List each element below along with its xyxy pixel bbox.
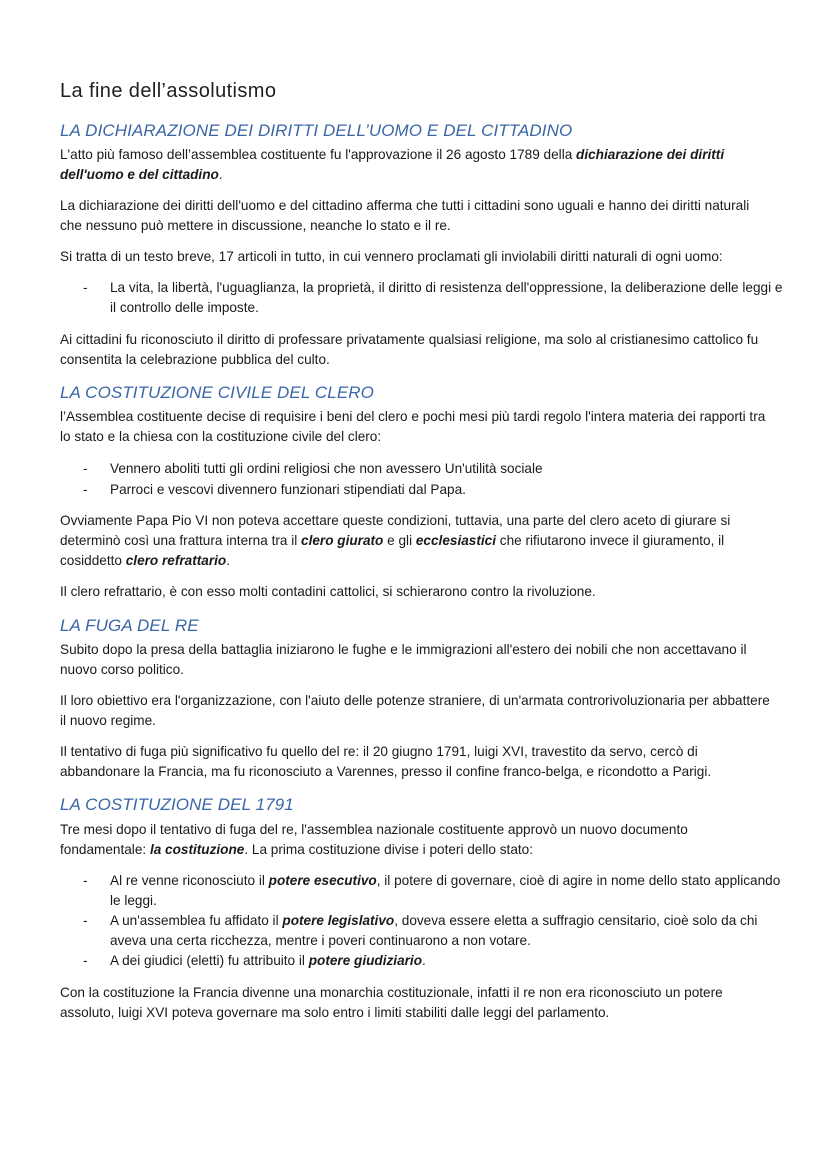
paragraph: Il clero refrattario, è con esso molti contadini cattolici, si schierarono contro la rivoluzione. <box>60 584 596 599</box>
bold-italic-term: la costituzione <box>149 842 245 857</box>
paragraph: Tre mesi dopo il tentativo di fuga del re, l'assemblea nazionale costituente approvò un nuovo documento fondamentale: la costituzione. La prima costituzione divise i poteri dello stato: <box>60 822 688 857</box>
section-heading-costituzione-1791: LA COSTITUZIONE DEL 1791 <box>60 795 294 814</box>
paragraph: l’Assemblea costituente decise di requisire i beni del clero e pochi mesi più tardi regolo l'intera materia dei rapporti tra lo stato e la chiesa con la costituzione civile del clero: <box>60 409 766 444</box>
bold-italic-term: potere giudiziario <box>308 953 423 968</box>
bullet-dash: - <box>83 482 88 497</box>
bullet-dash: - <box>83 873 88 888</box>
section-heading-costituzione-civile: LA COSTITUZIONE CIVILE DEL CLERO <box>60 383 374 402</box>
paragraph: Il loro obiettivo era l'organizzazione, con l'aiuto delle potenze straniere, di un'armata controrivoluzionaria per abbattere il nuovo regime. <box>60 693 770 728</box>
bold-italic-term: clero giurato <box>301 533 384 548</box>
list-item: - Al re venne riconosciuto il potere esecutivo, il potere di governare, cioè di agire in nome dello stato applicando le leggi. <box>83 873 781 908</box>
list-item: - Parroci e vescovi divennero funzionari stipendiati dal Papa. <box>83 480 783 500</box>
list-item: - A dei giudici (eletti) fu attribuito il potere giudiziario. <box>83 951 783 971</box>
list-item: - La vita, la libertà, l'uguaglianza, la proprietà, il diritto di resistenza dell'oppressione, la deliberazione delle leggi e il controllo delle imposte. <box>83 280 783 315</box>
bold-italic-term: dichiarazione dei diritti dell'uomo e del cittadino <box>60 147 725 182</box>
paragraph: La dichiarazione dei diritti dell'uomo e del cittadino afferma che tutti i cittadini sono uguali e hanno dei diritti naturali che nessuno può mettere in discussione, neanche lo stato e il re. <box>60 198 750 233</box>
paragraph: Subito dopo la presa della battaglia iniziarono le fughe e le immigrazioni all'estero dei nobili che non accettavano il nuovo corso politico. <box>60 642 747 677</box>
bullet-dash: - <box>83 953 88 968</box>
bullet-dash: - <box>83 461 88 476</box>
section-heading-dichiarazione: LA DICHIARAZIONE DEI DIRITTI DELL’UOMO E DEL CITTADINO <box>60 121 573 140</box>
paragraph: Ai cittadini fu riconosciuto il diritto di professare privatamente qualsiasi religione, ma solo al cristianesimo cattolico fu consentita la celebrazione pubblica del culto. <box>60 332 759 367</box>
bullet-dash: - <box>83 913 88 928</box>
bullet-dash: - <box>83 280 88 295</box>
bold-italic-term: clero refrattario <box>125 553 227 568</box>
bold-italic-term: potere esecutivo <box>268 873 377 888</box>
list-item: - A un'assemblea fu affidato il potere legislativo, doveva essere eletta a suffragio censitario, cioè solo da chi aveva una certa ricchezza, mentre i poveri continuarono a non votare. <box>83 913 758 948</box>
paragraph: Con la costituzione la Francia divenne una monarchia costituzionale, infatti il re non era riconosciuto un potere assoluto, luigi XVI poteva governare ma solo entro i limiti stabiliti dalle leggi del parlamento. <box>60 985 723 1020</box>
bold-italic-term: ecclesiastici <box>415 533 496 548</box>
list-item: - Vennero aboliti tutti gli ordini religiosi che non avessero Un'utilità sociale <box>83 459 783 479</box>
bold-italic-term: potere legislativo <box>282 913 395 928</box>
page-title: La fine dell’assolutismo <box>60 80 277 102</box>
paragraph: L'atto più famoso dell’assemblea costituente fu l'approvazione il 26 agosto 1789 della dichiarazione dei diritti dell'uomo e del cittadino. <box>60 147 725 182</box>
paragraph: Si tratta di un testo breve, 17 articoli in tutto, in cui vennero proclamati gli inviolabili diritti naturali di ogni uomo: <box>60 249 723 264</box>
section-heading-fuga-del-re: LA FUGA DEL RE <box>60 616 199 635</box>
paragraph: Ovviamente Papa Pio VI non poteva accettare queste condizioni, tuttavia, una parte del clero aceto di giurare si determinò così una frattura interna tra il clero giurato e gli ecclesiastici che rifiutarono invece il giuramento, il cosiddetto clero refrattario. <box>60 513 731 568</box>
paragraph: Il tentativo di fuga più significativo fu quello del re: il 20 giugno 1791, luigi XVI, travestito da servo, cercò di abbandonare la Francia, ma fu riconosciuto a Varennes, presso il confine franco-belga, e ricondotto a Parigi. <box>60 744 712 779</box>
